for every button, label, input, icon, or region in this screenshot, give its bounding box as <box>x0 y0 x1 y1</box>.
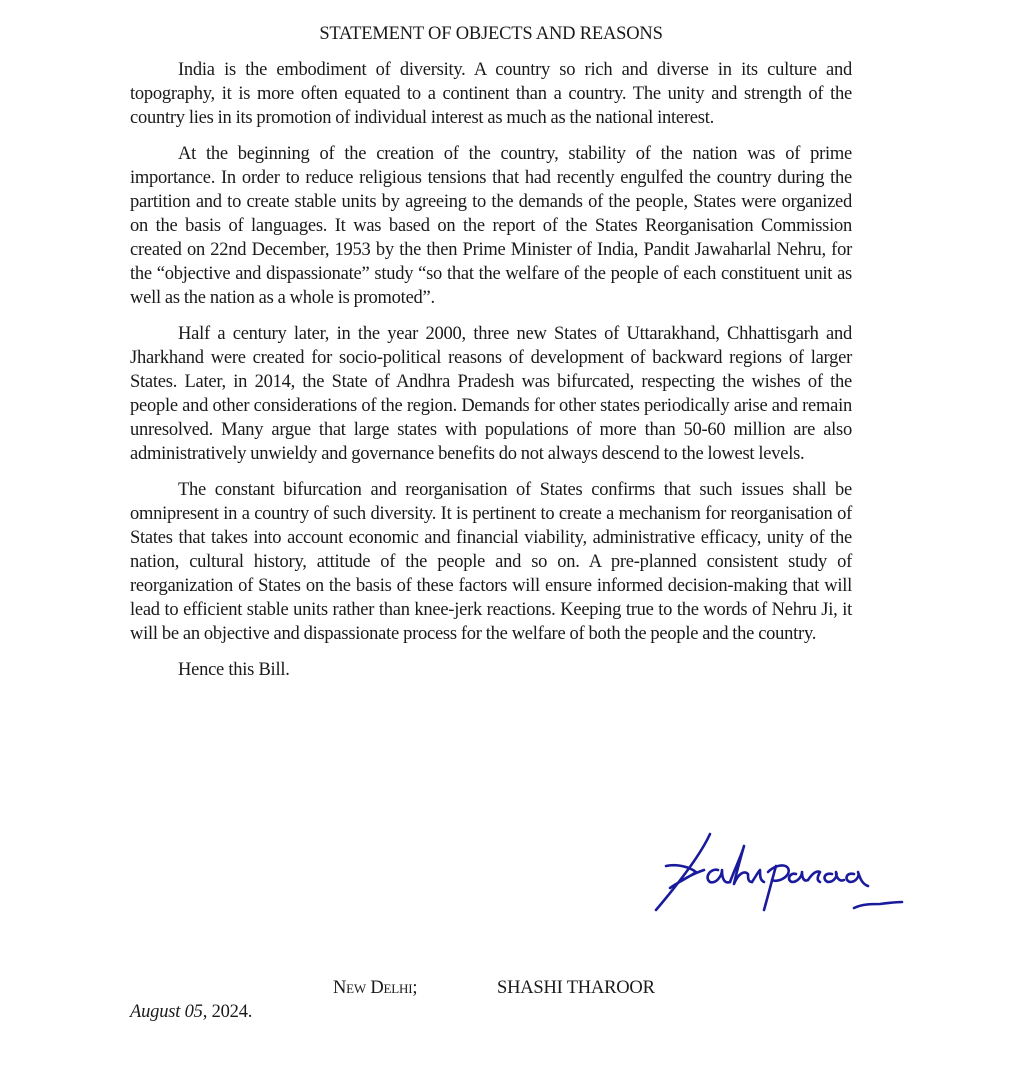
place-label: New Delhi; <box>333 978 418 998</box>
paragraph-1: India is the embodiment of diversity. A country so rich and diverse in its culture and topography, it is more often equated to a continent than a country. The unity and strength of the country lies in its promotion of individual interest as much as the national interest. <box>130 60 852 128</box>
closing-line: Hence this Bill. <box>178 660 290 680</box>
paragraph-3: Half a century later, in the year 2000, three new States of Uttarakhand, Chhattisgarh and Jharkhand were created for socio-political reasons of development of backward regions of larger States. Later, in 2014, the State of Andhra Pradesh was bifurcated, respecting the wishes of the people and other considerations of the region. Demands for other states periodically arise and remain unresolved. Many argue that large states with populations of more than 50-60 million are also administratively unwieldy and governance benefits do not always descend to the lowest levels. <box>130 324 852 464</box>
date-month-day: August 05 <box>130 1002 203 1022</box>
handwritten-signature <box>648 826 908 918</box>
paragraph-4: The constant bifurcation and reorganisation of States confirms that such issues shall be omnipresent in a country of such diversity. It is pertinent to create a mechanism for reorganisation of States that takes into account economic and financial viability, administrative efficacy, unity of the nation, cultural history, attitude of the people and so on. A pre-planned consistent study of reorganization of States on the basis of these factors will ensure informed decision-making that will lead to efficient stable units rather than knee-jerk reactions. Keeping true to the words of Nehru Ji, it will be an objective and dispassionate process for the welfare of both the people and the country. <box>130 480 852 644</box>
document-page <box>130 22 852 682</box>
paragraph-2: At the beginning of the creation of the country, stability of the nation was of prime importance. In order to reduce religious tensions that had recently engulfed the country during the partition and to create stable units by agreeing to the demands of the people, States were organized on the basis of languages. It was based on the report of the States Reorganisation Commission created on 22nd December, 1953 by the then Prime Minister of India, Pandit Jawaharlal Nehru, for the “objective and dispassionate” study “so that the welfare of the people of each constituent unit as well as the nation as a whole is promoted”. <box>130 144 852 308</box>
document-date <box>130 1000 252 1024</box>
date-year: , 2024. <box>202 1002 253 1022</box>
signer-name: SHASHI THAROOR <box>497 978 655 998</box>
document-title: STATEMENT OF OBJECTS AND REASONS <box>319 24 663 44</box>
